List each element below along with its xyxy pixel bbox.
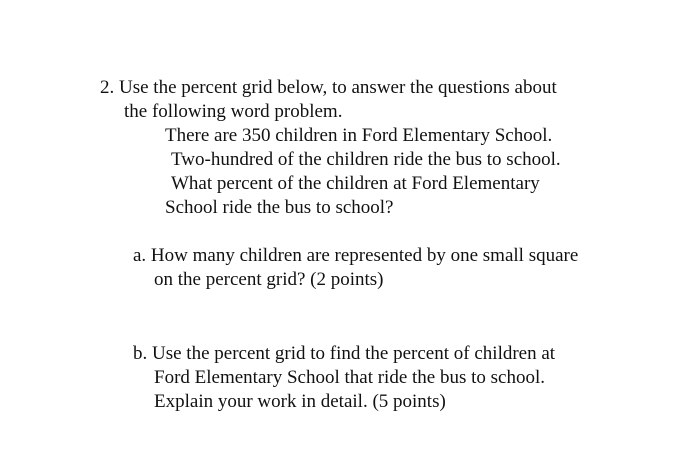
part-b-line: Ford Elementary School that ride the bus to school. [154, 367, 546, 388]
part-a-line: on the percent grid? (2 points) [154, 269, 384, 290]
question-line: 2. Use the percent grid below, to answer the questions about [100, 77, 557, 98]
part-b-line: b. Use the percent grid to find the percent of children at [133, 343, 556, 364]
part-b-line: Explain your work in detail. (5 points) [154, 391, 446, 412]
part-a-line: a. How many children are represented by one small square [133, 245, 579, 266]
word-problem-line: Two-hundred of the children ride the bus to school. [171, 149, 561, 170]
word-problem-line: School ride the bus to school? [165, 197, 394, 218]
question-line: the following word problem. [124, 101, 343, 122]
word-problem-line: What percent of the children at Ford Elementary [171, 173, 540, 194]
word-problem-line: There are 350 children in Ford Elementary School. [165, 125, 553, 146]
